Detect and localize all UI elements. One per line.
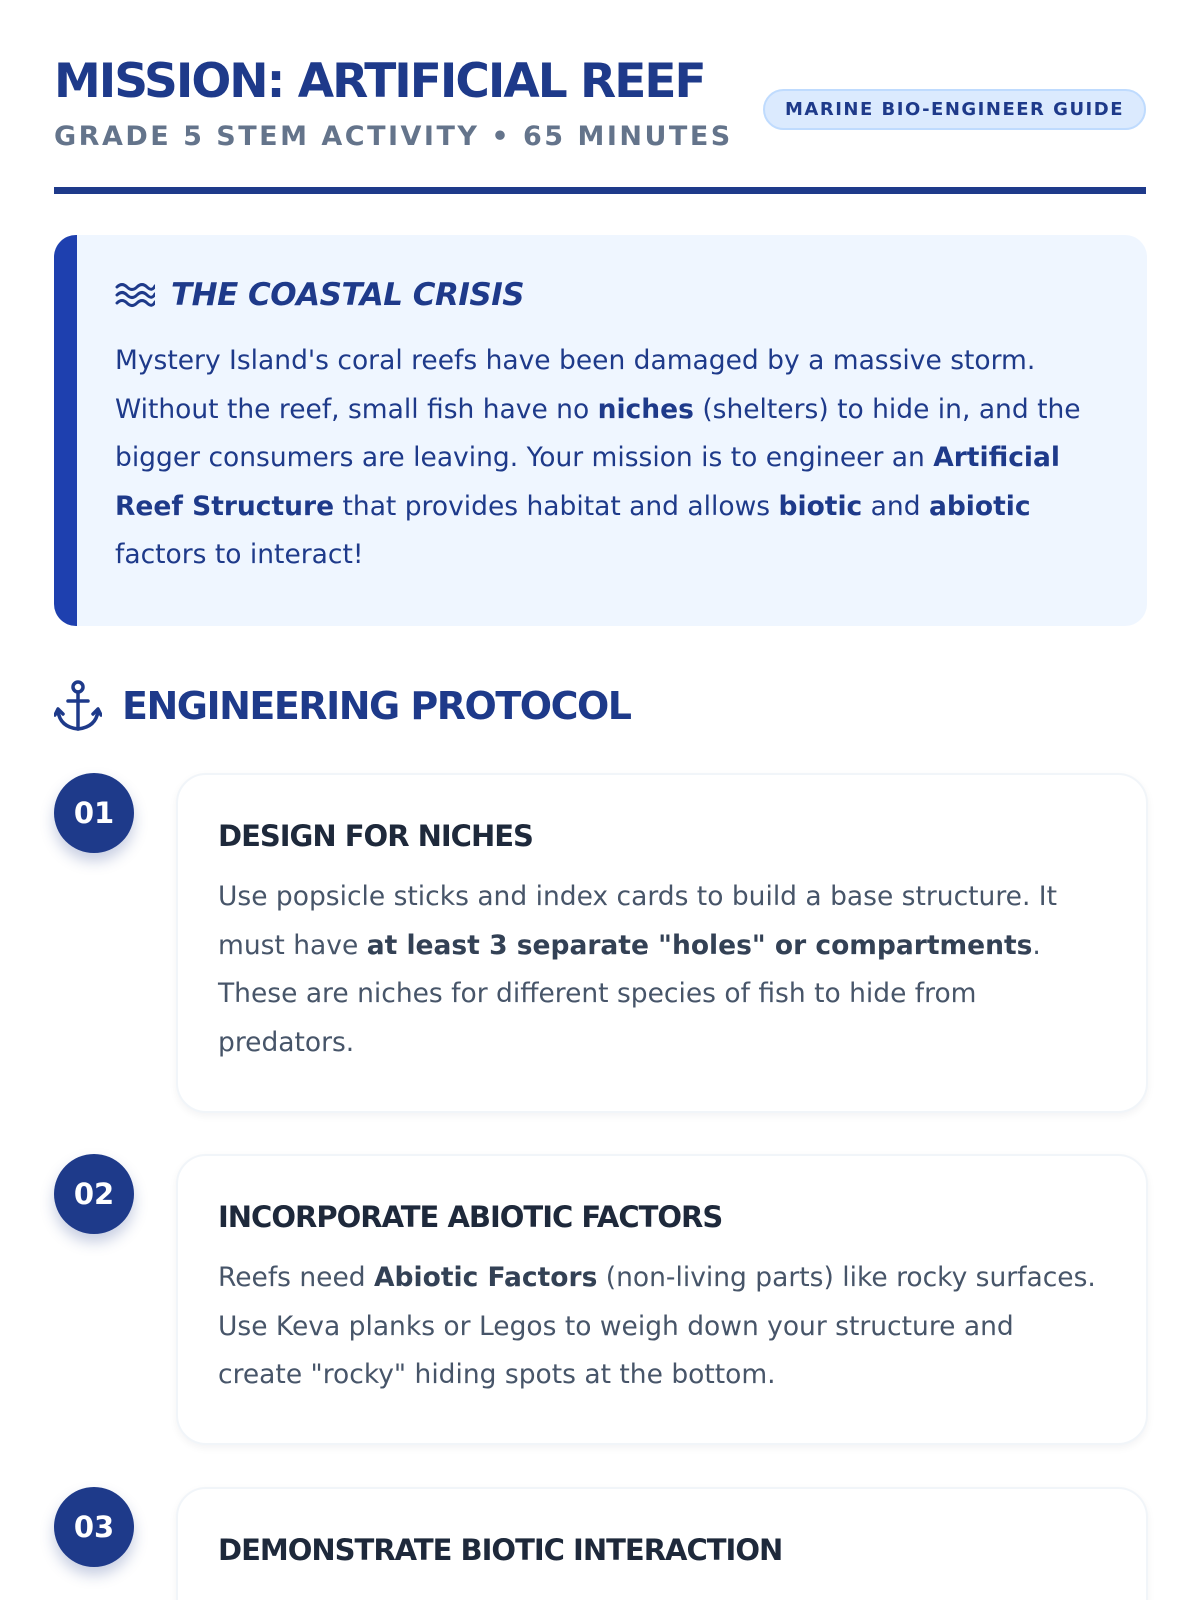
crisis-header [115,273,1111,317]
step-number: 02 [54,1154,134,1234]
step-number: 03 [54,1487,134,1567]
step-card [176,1487,1148,1600]
role-badge: MARINE BIO-ENGINEER GUIDE [763,89,1146,130]
step-title: INCORPORATE ABIOTIC FACTORS [218,1200,723,1234]
term-artificial-reef-structure: Artificial Reef Structure [115,442,1060,522]
term-abiotic: abiotic [928,490,1031,522]
step-title: DESIGN FOR NICHES [218,819,533,853]
page-subtitle: GRADE 5 STEM ACTIVITY • 65 MINUTES [54,121,733,152]
step-card [176,773,1148,1113]
crisis-description: Mystery Island's coral reefs have been damaged by a massive storm. Without the reef, small fish have no niches (shelters) to hide in, and the bigger consumers are leaving. Your mission is to engineer an Artificial Reef Structure that provides habitat and allows biotic and abiotic factors to interact! [115,345,1081,570]
anchor-icon [54,679,102,733]
term-niches: niches [597,393,694,425]
step-description: Use popsicle sticks and index cards to build a base structure. It must have at least 3 separate "holes" or compartments. These are niches for different species of fish to hide from predators. [218,881,1057,1058]
step-number: 01 [54,773,134,853]
page-title: MISSION: ARTIFICIAL REEF [54,54,705,109]
term-biotic: biotic [778,490,863,522]
protocol-heading [54,676,630,736]
page-header [54,0,1146,194]
step-description: Reefs need Abiotic Factors (non-living parts) like rocky surfaces. Use Keva planks or Legos to weigh down your structure and create "rocky" hiding spots at the bottom. [218,1262,1096,1390]
crisis-callout [54,235,1147,626]
step-card [176,1154,1148,1445]
step-title: DEMONSTRATE BIOTIC INTERACTION [218,1533,783,1567]
crisis-title: THE COASTAL CRISIS [171,277,525,313]
waves-icon [115,279,155,311]
protocol-title: ENGINEERING PROTOCOL [122,684,631,728]
